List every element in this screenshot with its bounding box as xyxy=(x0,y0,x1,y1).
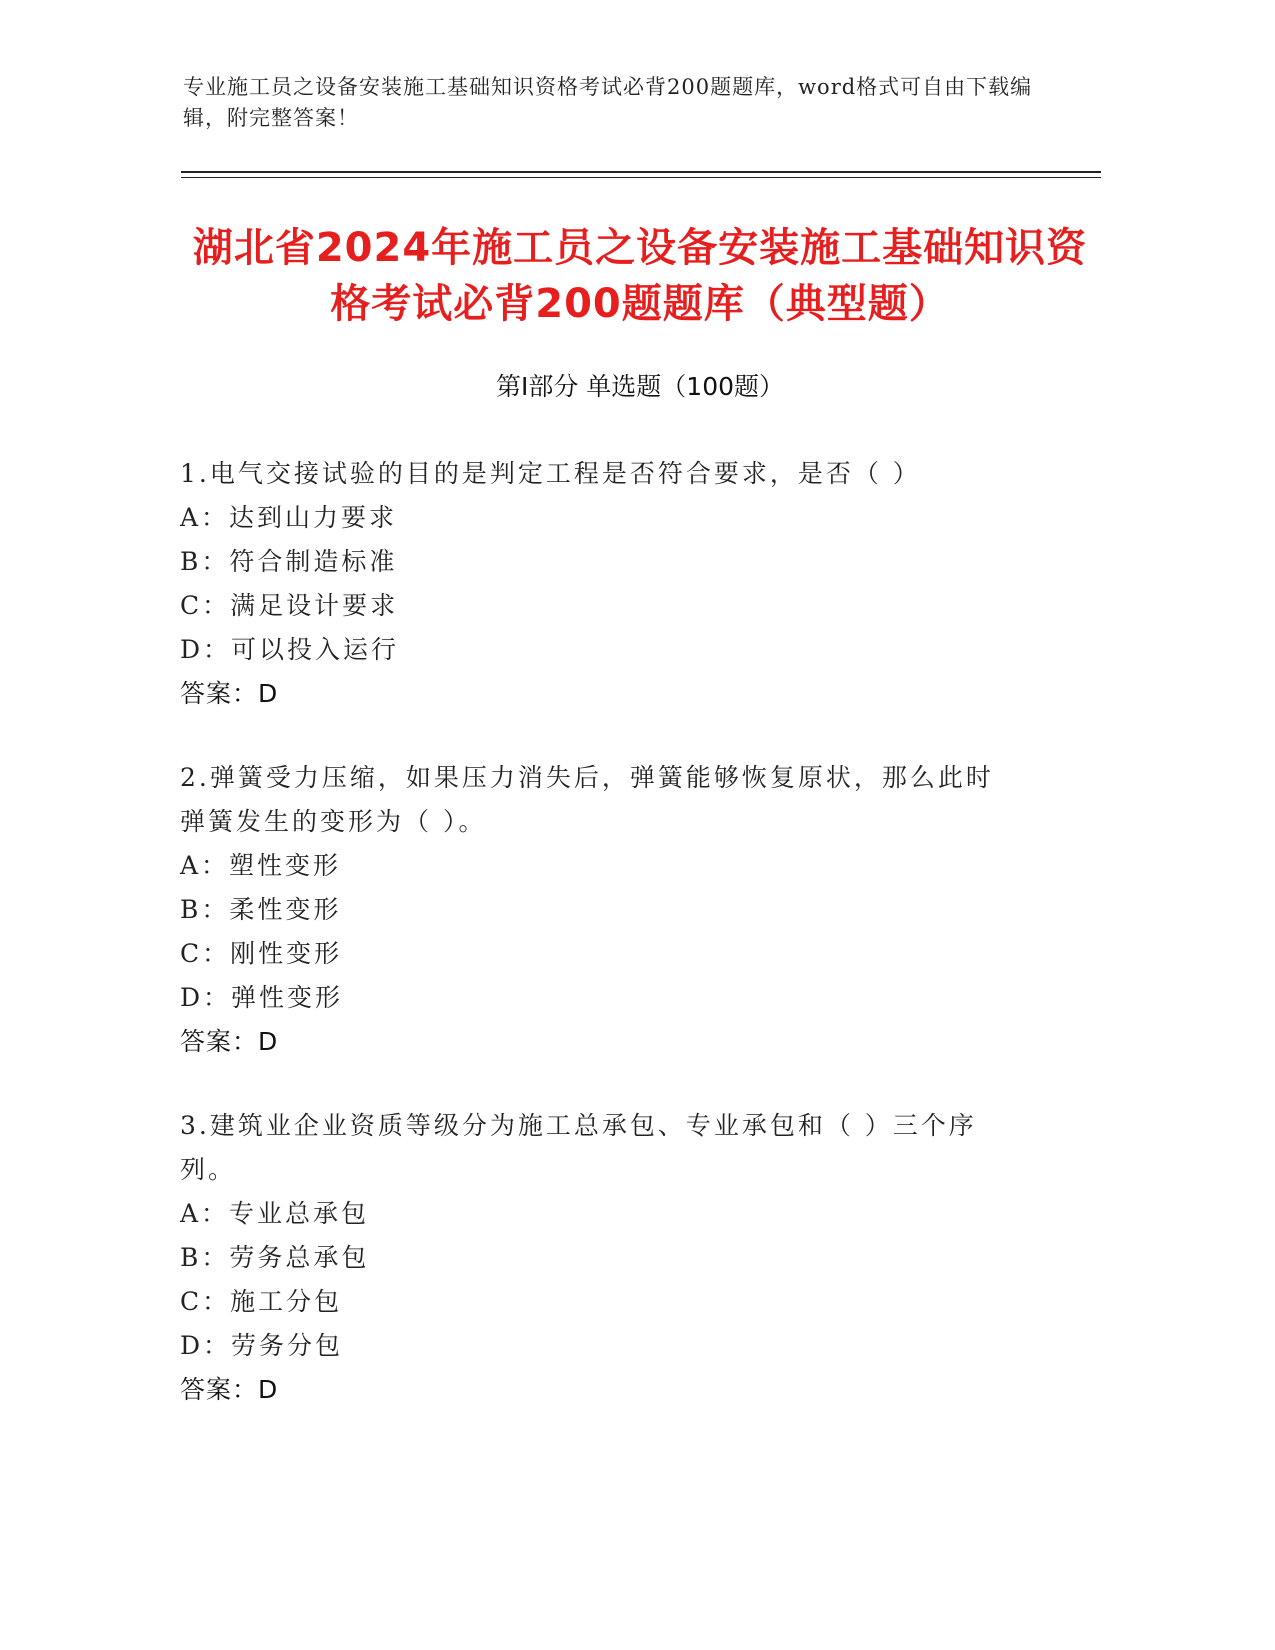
question-item xyxy=(180,452,1040,716)
question-stem: 2.弹簧受力压缩，如果压力消失后，弹簧能够恢复原状，那么此时弹簧发生的变形为（ ）。 xyxy=(180,763,994,836)
question-list xyxy=(180,452,1040,1452)
option-a: A：塑性变形 xyxy=(180,851,342,880)
option-a: A：达到山力要求 xyxy=(180,503,398,532)
document-title: 湖北省2024年施工员之设备安装施工基础知识资格考试必背200题题库（典型题） xyxy=(192,225,1088,327)
section-title: 第I部分 单选题（100题） xyxy=(495,372,785,401)
option-d: D：劳务分包 xyxy=(180,1331,344,1360)
option-c: C：施工分包 xyxy=(180,1287,343,1316)
option-b: B：柔性变形 xyxy=(180,895,342,924)
option-d: D：弹性变形 xyxy=(180,983,344,1012)
header-rule-thick xyxy=(181,171,1101,173)
option-b: B：劳务总承包 xyxy=(180,1243,370,1272)
option-a: A：专业总承包 xyxy=(180,1199,370,1228)
header-note: 专业施工员之设备安装施工基础知识资格考试必背200题题库，word格式可自由下载编辑，附完整答案！ xyxy=(183,75,1033,130)
answer-line: 答案：D xyxy=(180,679,279,708)
option-d: D：可以投入运行 xyxy=(180,635,400,664)
option-b: B：符合制造标准 xyxy=(180,547,398,576)
answer-line: 答案：D xyxy=(180,1027,279,1056)
question-item xyxy=(180,1104,1040,1412)
header-rule-thin xyxy=(181,177,1101,178)
question-stem: 3.建筑业企业资质等级分为施工总承包、专业承包和（ ）三个序列。 xyxy=(180,1111,977,1184)
question-item xyxy=(180,756,1040,1064)
answer-line: 答案：D xyxy=(180,1375,279,1404)
option-c: C：满足设计要求 xyxy=(180,591,399,620)
question-stem: 1.电气交接试验的目的是判定工程是否符合要求，是否（ ） xyxy=(180,459,921,488)
option-c: C：刚性变形 xyxy=(180,939,343,968)
